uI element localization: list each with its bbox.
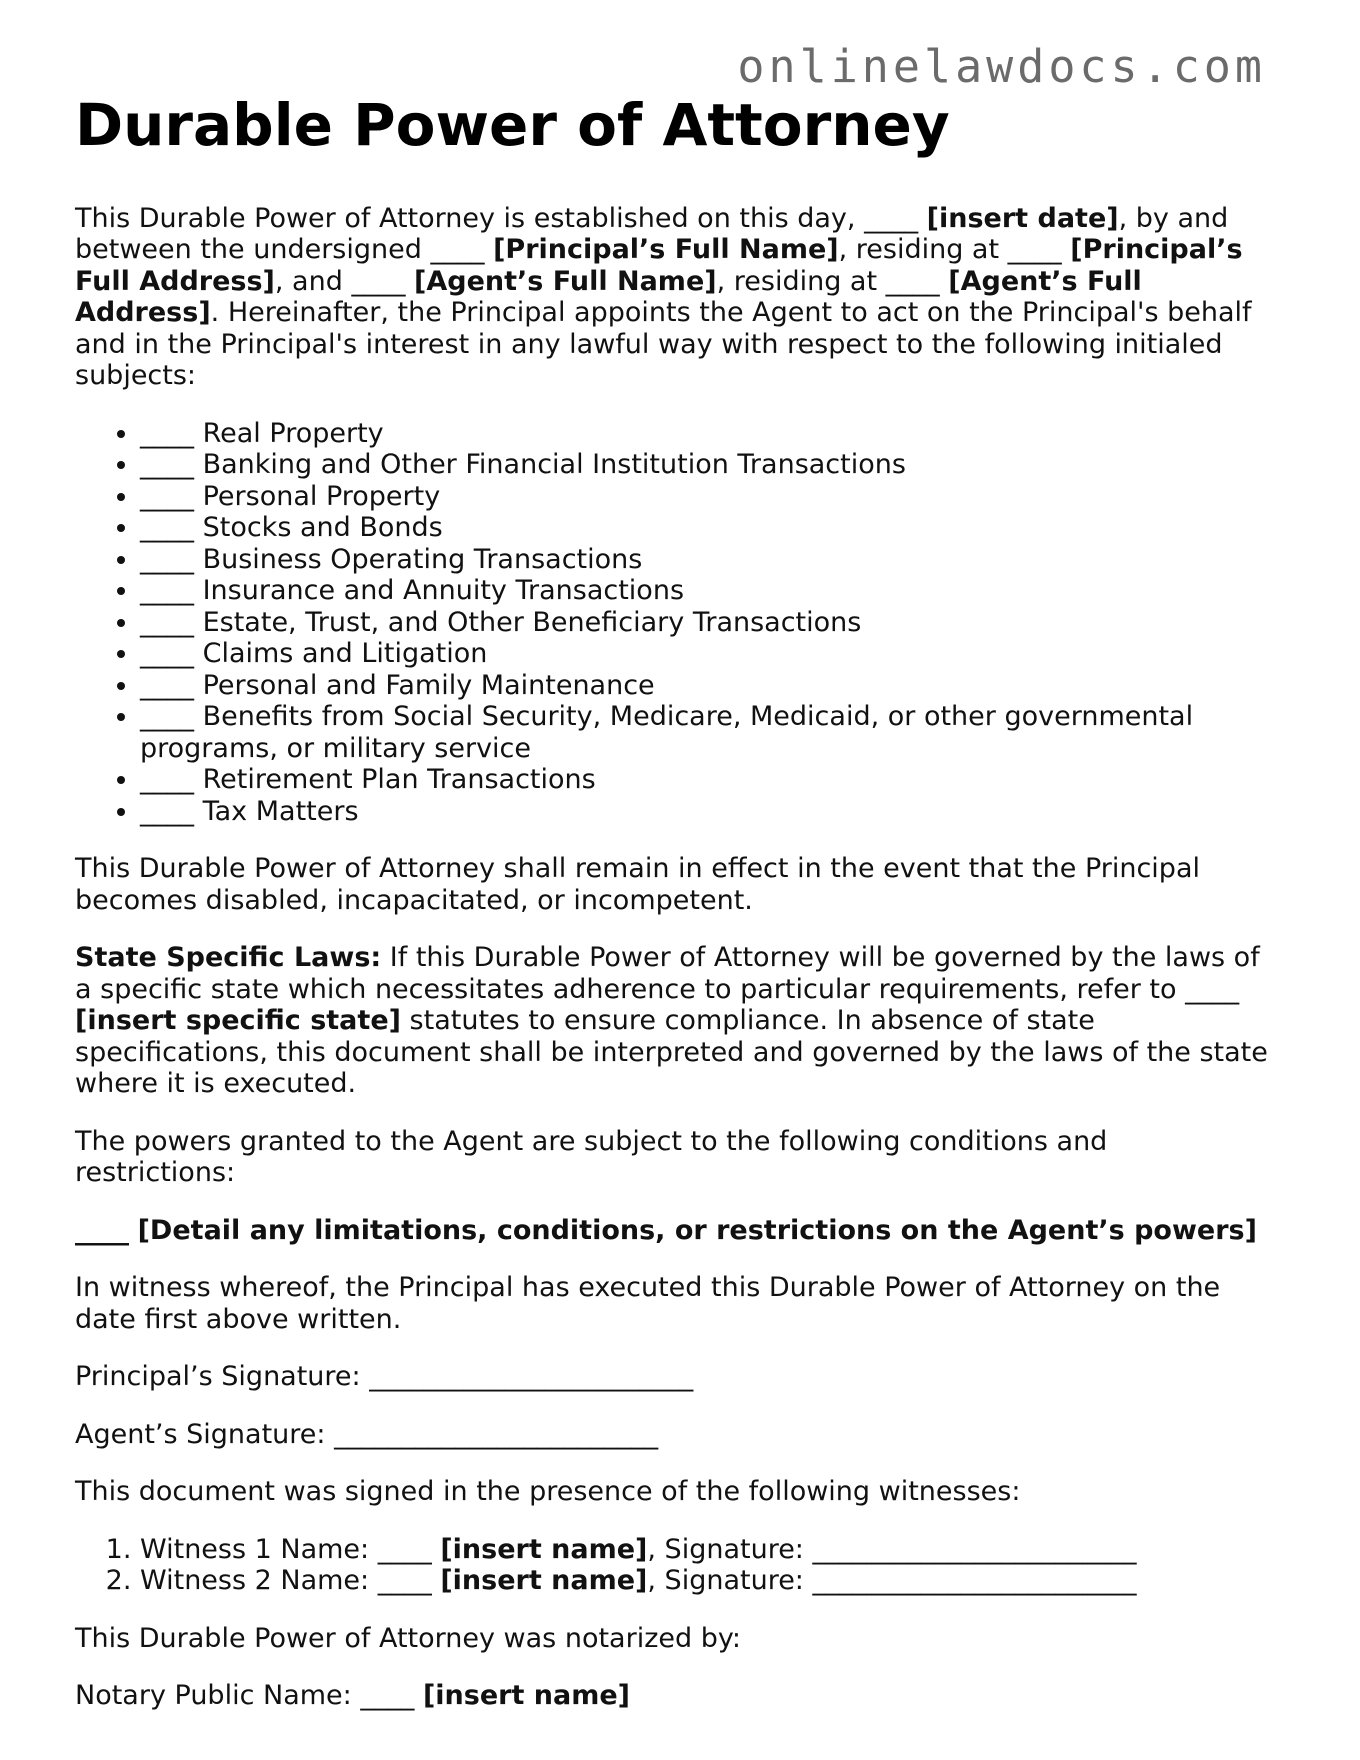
- list-item: [140, 764, 1275, 796]
- subject-label: Personal Property: [202, 480, 441, 512]
- subject-label: Stocks and Bonds: [202, 512, 443, 544]
- date-placeholder: [insert date]: [926, 202, 1119, 234]
- list-item: [140, 512, 1275, 544]
- blank-line: ____: [430, 234, 485, 266]
- list-item: [140, 796, 1275, 828]
- list-item: [140, 670, 1275, 702]
- agent-name-placeholder: [Agent’s Full Name]: [414, 265, 717, 297]
- initial-blank: ____: [140, 512, 194, 544]
- witness-name-label: Witness 1 Name:: [140, 1533, 378, 1565]
- subjects-list: [75, 418, 1275, 828]
- principal-signature-label: Principal’s Signature:: [75, 1361, 370, 1393]
- blank-line: ____: [75, 1214, 129, 1246]
- signature-blank: ________________________: [812, 1565, 1137, 1597]
- subject-label: Real Property: [202, 417, 384, 449]
- list-item: [140, 449, 1275, 481]
- initial-blank: ____: [140, 480, 194, 512]
- initial-blank: ____: [140, 638, 194, 670]
- subject-label: Insurance and Annuity Transactions: [202, 575, 685, 607]
- site-watermark: onlinelawdocs.com: [737, 40, 1266, 93]
- subject-label: Benefits from Social Security, Medicare, Medicaid, or other governmental programs, or military service: [140, 701, 1194, 764]
- initial-blank: ____: [140, 606, 194, 638]
- agent-address-placeholder: [Agent’s Full Address]: [75, 265, 1142, 329]
- signature-blank: ________________________: [812, 1533, 1137, 1565]
- initial-blank: ____: [140, 764, 194, 796]
- notary-label: Notary Public Name:: [75, 1680, 361, 1712]
- witnesses-list: [75, 1534, 1275, 1597]
- state-laws-text-1: If this Durable Power of Attorney will be governed by the laws of a specific state which necessitates adherence to particular requirements, refer to: [75, 942, 1260, 1005]
- durability-paragraph: This Durable Power of Attorney shall remain in effect in the event that the Principal becomes disabled, incapacitated, or incompetent.: [75, 853, 1200, 916]
- initial-blank: ____: [140, 449, 194, 481]
- intro-text-1: This Durable Power of Attorney is established on this day,: [75, 202, 865, 234]
- subject-label: Claims and Litigation: [202, 638, 488, 670]
- blank-line: ____: [1185, 973, 1240, 1005]
- subject-label: Tax Matters: [202, 795, 359, 827]
- agent-signature-label: Agent’s Signature:: [75, 1418, 335, 1450]
- intro-text-2: , by and between the undersigned: [75, 202, 1229, 266]
- initial-blank: ____: [140, 795, 194, 827]
- principal-name-placeholder: [Principal’s Full Name]: [493, 234, 839, 266]
- witnesses-intro: This document was signed in the presence of the following witnesses:: [75, 1476, 1021, 1508]
- signature-blank: ________________________: [369, 1361, 694, 1393]
- subject-label: Banking and Other Financial Institution Transactions: [202, 449, 906, 481]
- state-laws-heading: State Specific Laws:: [75, 942, 382, 974]
- conditions-intro: The powers granted to the Agent are subject to the following conditions and restrictions:: [75, 1125, 1108, 1189]
- list-item: [140, 418, 1275, 450]
- document-page: [75, 92, 1275, 1738]
- subject-label: Personal and Family Maintenance: [202, 669, 655, 701]
- witness-name-placeholder: [insert name]: [440, 1533, 648, 1565]
- notary-name-placeholder: [insert name]: [422, 1680, 630, 1712]
- intro-paragraph: [75, 203, 1275, 392]
- principal-address-placeholder: [Principal’s Full Address]: [75, 234, 1243, 297]
- document-title: Durable Power of Attorney: [75, 91, 950, 159]
- witness-name-label: Witness 2 Name:: [140, 1565, 378, 1597]
- state-laws-text-2: statutes to ensure compliance. In absence of state specifications, this document shall be interpreted and governed by the laws of the state where it is executed.: [75, 1005, 1268, 1100]
- subject-label: Estate, Trust, and Other Beneficiary Transactions: [202, 606, 862, 638]
- blank-line: ____: [377, 1533, 432, 1565]
- initial-blank: ____: [140, 417, 194, 449]
- witness-signature-label: , Signature:: [647, 1565, 813, 1597]
- intro-text-5: , residing at: [716, 265, 886, 297]
- signature-blank: ________________________: [334, 1418, 659, 1450]
- list-item: [140, 607, 1275, 639]
- principal-signature-line: [75, 1361, 1275, 1393]
- initial-blank: ____: [140, 543, 194, 575]
- list-item: [140, 701, 1275, 764]
- list-item: [140, 1565, 1275, 1597]
- blank-line: ____: [377, 1565, 432, 1597]
- list-item: [140, 1534, 1275, 1566]
- blank-line: ____: [351, 265, 406, 297]
- initial-blank: ____: [140, 575, 194, 607]
- intro-text-3: , residing at: [838, 234, 1008, 266]
- agent-signature-line: [75, 1419, 1275, 1451]
- intro-text-4: , and: [274, 265, 352, 297]
- intro-text-6: . Hereinafter, the Principal appoints the Agent to act on the Principal's behalf and in the Principal's interest in any lawful way with respect to the following initialed subjects:: [75, 297, 1252, 392]
- witness-whereof-paragraph: In witness whereof, the Principal has executed this Durable Power of Attorney on the date first above written.: [75, 1272, 1221, 1335]
- subject-label: Business Operating Transactions: [202, 543, 643, 575]
- conditions-placeholder: [Detail any limitations, conditions, or restrictions on the Agent’s powers]: [137, 1214, 1257, 1246]
- blank-line: ____: [360, 1680, 415, 1712]
- list-item: [140, 544, 1275, 576]
- notary-line: [75, 1680, 1275, 1712]
- initial-blank: ____: [140, 669, 194, 701]
- blank-line: ____: [864, 202, 919, 234]
- blank-line: ____: [1007, 234, 1062, 266]
- conditions-placeholder-line: [75, 1215, 1275, 1247]
- witness-name-placeholder: [insert name]: [440, 1565, 648, 1597]
- initial-blank: ____: [140, 701, 194, 733]
- state-laws-paragraph: [75, 942, 1275, 1100]
- list-item: [140, 638, 1275, 670]
- list-item: [140, 575, 1275, 607]
- state-placeholder: [insert specific state]: [75, 1005, 401, 1037]
- witness-signature-label: , Signature:: [647, 1533, 813, 1565]
- notarized-by-paragraph: This Durable Power of Attorney was notarized by:: [75, 1622, 741, 1654]
- blank-line: ____: [885, 265, 940, 297]
- subject-label: Retirement Plan Transactions: [202, 764, 596, 796]
- list-item: [140, 481, 1275, 513]
